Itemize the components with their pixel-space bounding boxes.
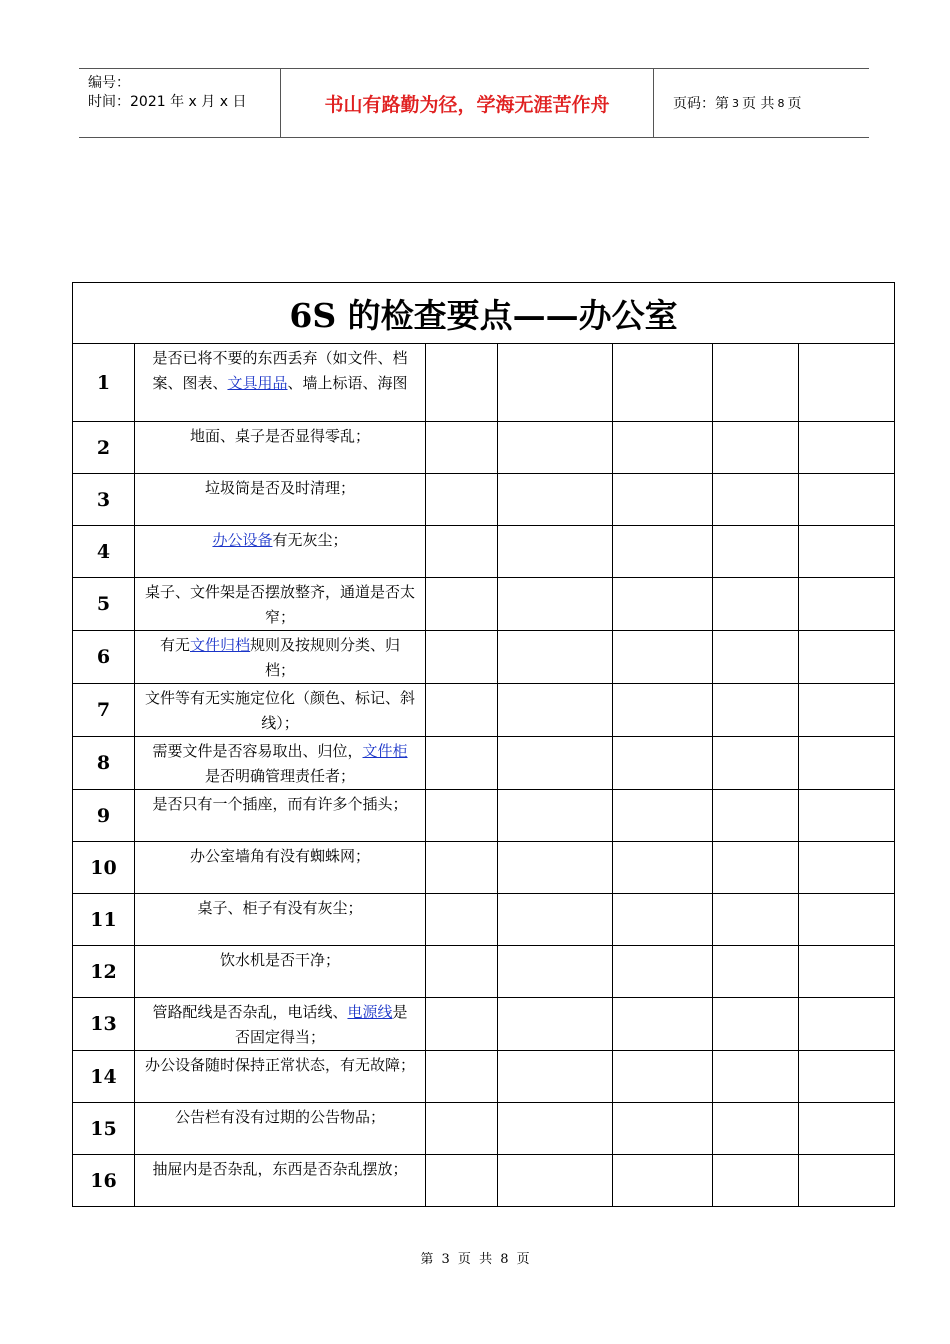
header-page-label: 页码：第	[673, 96, 729, 112]
row-number: 3	[73, 474, 135, 526]
description-link[interactable]: 文具用品	[227, 374, 288, 392]
row-description	[135, 684, 426, 737]
header-motto: 书山有路勤为径，学海无涯苦作舟	[281, 69, 654, 137]
check-cell[interactable]	[713, 894, 799, 946]
check-cell[interactable]	[799, 842, 895, 894]
row-number: 10	[73, 842, 135, 894]
footer-c: 共	[479, 1252, 493, 1267]
check-cell[interactable]	[426, 894, 498, 946]
description-text: 是否已将不要的东西丢弃（如文件、档案、图表、	[152, 349, 408, 392]
table-row	[73, 344, 895, 422]
check-cell[interactable]	[498, 842, 613, 894]
check-cell[interactable]	[799, 790, 895, 842]
check-cell[interactable]	[426, 1051, 498, 1103]
table-row	[73, 631, 895, 684]
check-cell[interactable]	[799, 422, 895, 474]
check-cell[interactable]	[498, 578, 613, 631]
row-number: 2	[73, 422, 135, 474]
table-title: 6S 的检查要点——办公室	[73, 283, 895, 344]
table-row	[73, 684, 895, 737]
row-number: 6	[73, 631, 135, 684]
table-row	[73, 894, 895, 946]
description-text: 办公设备随时保持正常状态，有无故障；	[145, 1056, 416, 1074]
footer-b: 页	[457, 1252, 471, 1267]
check-cell[interactable]	[498, 790, 613, 842]
check-cell[interactable]	[498, 998, 613, 1051]
check-cell[interactable]	[613, 578, 713, 631]
check-cell[interactable]	[799, 1103, 895, 1155]
header-time-label: 时间：2021 年 x 月 x 日	[88, 94, 247, 110]
table-row	[73, 474, 895, 526]
row-description	[135, 1051, 426, 1103]
check-cell[interactable]	[498, 684, 613, 737]
header-page-mid: 页 共	[742, 96, 775, 112]
check-cell[interactable]	[713, 684, 799, 737]
check-cell[interactable]	[713, 1155, 799, 1207]
row-description	[135, 790, 426, 842]
row-description	[135, 1155, 426, 1207]
row-description	[135, 578, 426, 631]
check-cell[interactable]	[713, 344, 799, 422]
description-text: 有无	[159, 636, 190, 654]
description-text: 公告栏有没有过期的公告物品；	[174, 1108, 385, 1126]
row-description	[135, 737, 426, 790]
check-cell[interactable]	[498, 1103, 613, 1155]
table-row	[73, 1155, 895, 1207]
check-cell[interactable]	[713, 1103, 799, 1155]
row-description	[135, 474, 426, 526]
check-cell[interactable]	[799, 578, 895, 631]
table-row	[73, 946, 895, 998]
description-text: 垃圾筒是否及时清理；	[204, 479, 355, 497]
check-cell[interactable]	[799, 684, 895, 737]
row-description	[135, 526, 426, 578]
check-cell[interactable]	[613, 737, 713, 790]
check-cell[interactable]	[613, 474, 713, 526]
check-cell[interactable]	[713, 631, 799, 684]
check-cell[interactable]	[613, 1155, 713, 1207]
check-cell[interactable]	[713, 422, 799, 474]
description-text: 桌子、文件架是否摆放整齐，通道是否太窄；	[145, 583, 416, 626]
check-cell[interactable]	[799, 946, 895, 998]
check-cell[interactable]	[713, 737, 799, 790]
row-number: 13	[73, 998, 135, 1051]
table-row	[73, 578, 895, 631]
check-cell[interactable]	[713, 526, 799, 578]
row-description	[135, 1103, 426, 1155]
check-cell[interactable]	[799, 894, 895, 946]
row-number: 4	[73, 526, 135, 578]
check-cell[interactable]	[498, 631, 613, 684]
check-cell[interactable]	[426, 737, 498, 790]
table-row	[73, 1051, 895, 1103]
row-description	[135, 946, 426, 998]
header-page-end: 页	[787, 96, 802, 112]
description-text: 是否明确管理责任者；	[204, 767, 355, 785]
check-cell[interactable]	[713, 578, 799, 631]
check-cell[interactable]	[498, 946, 613, 998]
check-cell[interactable]	[426, 790, 498, 842]
inspection-table	[72, 282, 895, 1207]
check-cell[interactable]	[713, 474, 799, 526]
check-cell[interactable]	[799, 474, 895, 526]
row-description	[135, 894, 426, 946]
description-text: 、墙上标语、海图	[287, 374, 408, 392]
check-cell[interactable]	[426, 344, 498, 422]
check-cell[interactable]	[498, 526, 613, 578]
description-link[interactable]: 文件归档	[189, 636, 250, 654]
table-row	[73, 526, 895, 578]
check-cell[interactable]	[799, 526, 895, 578]
footer-a: 第	[420, 1252, 434, 1267]
check-cell[interactable]	[613, 1103, 713, 1155]
check-cell[interactable]	[498, 737, 613, 790]
page-header	[79, 68, 869, 138]
check-cell[interactable]	[799, 631, 895, 684]
description-text: 是否固定得当；	[234, 1003, 408, 1046]
row-number: 8	[73, 737, 135, 790]
header-page-num: 3	[732, 96, 739, 110]
check-cell[interactable]	[426, 1103, 498, 1155]
check-cell[interactable]	[613, 790, 713, 842]
page-footer	[0, 1248, 950, 1267]
check-cell[interactable]	[498, 894, 613, 946]
description-text: 需要文件是否容易取出、归位，	[152, 742, 363, 760]
table-row	[73, 998, 895, 1051]
check-cell[interactable]	[498, 344, 613, 422]
check-cell[interactable]	[426, 1155, 498, 1207]
row-number: 15	[73, 1103, 135, 1155]
header-meta	[79, 69, 281, 137]
check-cell[interactable]	[426, 526, 498, 578]
header-page-info	[663, 69, 869, 137]
check-cell[interactable]	[799, 1155, 895, 1207]
description-text: 饮水机是否干净；	[219, 951, 340, 969]
description-text: 管路配线是否杂乱，电话线、	[152, 1003, 348, 1021]
check-cell[interactable]	[713, 790, 799, 842]
description-link[interactable]: 电源线	[347, 1003, 393, 1021]
footer-d: 页	[516, 1252, 530, 1267]
check-cell[interactable]	[613, 946, 713, 998]
check-cell[interactable]	[613, 684, 713, 737]
table-row	[73, 1103, 895, 1155]
check-cell[interactable]	[613, 998, 713, 1051]
check-cell[interactable]	[713, 946, 799, 998]
row-description	[135, 422, 426, 474]
check-cell[interactable]	[498, 474, 613, 526]
description-text: 文件等有无实施定位化（颜色、标记、斜线）；	[145, 689, 416, 732]
check-cell[interactable]	[799, 998, 895, 1051]
row-description	[135, 842, 426, 894]
header-code-label: 编号：	[88, 75, 130, 91]
check-cell[interactable]	[613, 526, 713, 578]
description-text: 是否只有一个插座，而有许多个插头；	[152, 795, 408, 813]
check-cell[interactable]	[426, 946, 498, 998]
row-description	[135, 344, 426, 422]
row-description	[135, 998, 426, 1051]
check-cell[interactable]	[498, 422, 613, 474]
check-cell[interactable]	[613, 344, 713, 422]
row-number: 9	[73, 790, 135, 842]
check-cell[interactable]	[498, 1051, 613, 1103]
row-number: 12	[73, 946, 135, 998]
check-cell[interactable]	[713, 998, 799, 1051]
check-cell[interactable]	[613, 422, 713, 474]
row-number: 14	[73, 1051, 135, 1103]
description-link[interactable]: 文件柜	[362, 742, 408, 760]
footer-total: 8	[500, 1252, 509, 1267]
check-cell[interactable]	[426, 578, 498, 631]
footer-page: 3	[441, 1252, 450, 1267]
table-row	[73, 842, 895, 894]
description-text: 地面、桌子是否显得零乱；	[189, 427, 370, 445]
check-cell[interactable]	[426, 684, 498, 737]
check-cell[interactable]	[613, 894, 713, 946]
check-cell[interactable]	[613, 842, 713, 894]
table-row	[73, 422, 895, 474]
table-row	[73, 737, 895, 790]
row-number: 1	[73, 344, 135, 422]
description-text: 抽屉内是否杂乱，东西是否杂乱摆放；	[152, 1160, 408, 1178]
row-number: 7	[73, 684, 135, 737]
description-text: 桌子、柜子有没有灰尘；	[197, 899, 363, 917]
check-cell[interactable]	[426, 998, 498, 1051]
check-cell[interactable]	[713, 842, 799, 894]
check-cell[interactable]	[799, 737, 895, 790]
check-cell[interactable]	[613, 631, 713, 684]
description-text: 有无灰尘；	[272, 531, 348, 549]
check-cell[interactable]	[613, 1051, 713, 1103]
row-number: 5	[73, 578, 135, 631]
check-cell[interactable]	[426, 631, 498, 684]
table-row	[73, 790, 895, 842]
check-cell[interactable]	[426, 474, 498, 526]
check-cell[interactable]	[713, 1051, 799, 1103]
description-text: 办公室墙角有没有蜘蛛网；	[189, 847, 370, 865]
row-number: 16	[73, 1155, 135, 1207]
check-cell[interactable]	[426, 422, 498, 474]
description-link[interactable]: 办公设备	[212, 531, 273, 549]
row-description	[135, 631, 426, 684]
check-cell[interactable]	[799, 1051, 895, 1103]
check-cell[interactable]	[426, 842, 498, 894]
check-cell[interactable]	[799, 344, 895, 422]
row-number: 11	[73, 894, 135, 946]
description-text: 规则及按规则分类、归档；	[250, 636, 401, 679]
check-cell[interactable]	[498, 1155, 613, 1207]
header-page-total: 8	[777, 96, 785, 110]
